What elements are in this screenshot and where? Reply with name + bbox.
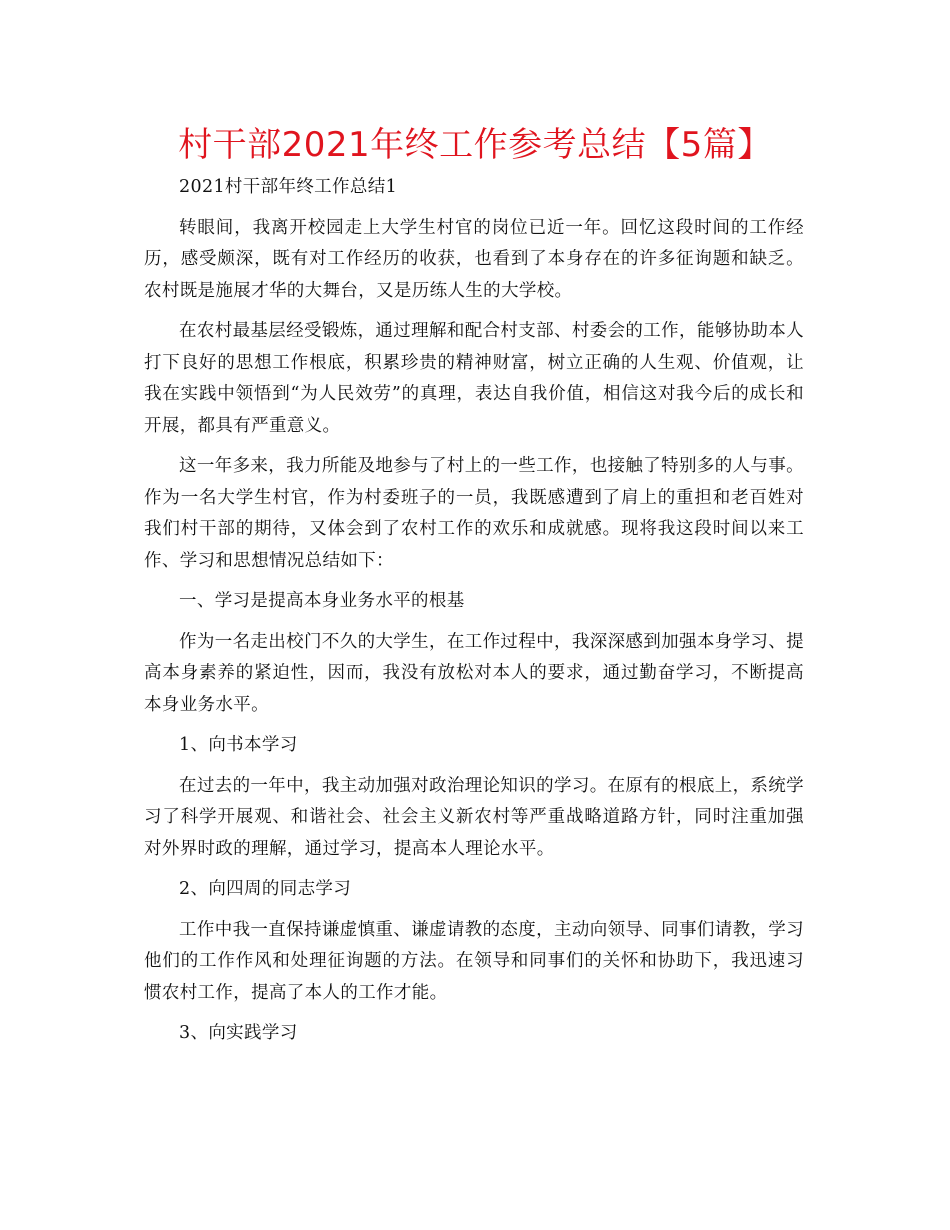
paragraph: 在农村最基层经受锻炼，通过理解和配合村支部、村委会的工作，能够协助本人打下良好的思想工作根底，积累珍贵的精神财富，树立正确的人生观、价值观，让我在实践中领悟到“为人民效劳”的真理，表达自我价值，相信这对我今后的成长和开展，都具有严重意义。 — [144, 321, 804, 436]
section-heading: 一、学习是提高本身业务水平的根基 — [179, 591, 465, 611]
document-body — [144, 172, 804, 1059]
document-title: 村干部2021年终工作参考总结【5篇】 — [178, 125, 772, 165]
paragraph: 这一年多来，我力所能及地参与了村上的一些工作，也接触了特别多的人与事。作为一名大学生村官，作为村委班子的一员，我既感遭到了肩上的重担和老百姓对我们村干部的期待，又体会到了农村工作的欢乐和成就感。现将我这段时间以来工作、学习和思想情况总结如下： — [144, 456, 804, 571]
subsection-heading: 2、向四周的同志学习 — [179, 879, 352, 899]
paragraph: 转眼间，我离开校园走上大学生村官的岗位已近一年。回忆这段时间的工作经历，感受颇深，既有对工作经历的收获，也看到了本身存在的许多征询题和缺乏。农村既是施展才华的大舞台，又是历练人生的大学校。 — [144, 217, 804, 301]
section-heading: 2021村干部年终工作总结1 — [179, 177, 398, 197]
subsection-heading: 3、向实践学习 — [179, 1023, 298, 1043]
paragraph: 作为一名走出校门不久的大学生，在工作过程中，我深深感到加强本身学习、提高本身素养的紧迫性，因而，我没有放松对本人的要求，通过勤奋学习，不断提高本身业务水平。 — [144, 631, 804, 715]
paragraph: 在过去的一年中，我主动加强对政治理论知识的学习。在原有的根底上，系统学习了科学开展观、和谐社会、社会主义新农村等严重战略道路方针，同时注重加强对外界时政的理解，通过学习，提高本人理论水平。 — [144, 775, 804, 859]
paragraph: 工作中我一直保持谦虚慎重、谦虚请教的态度，主动向领导、同事们请教，学习他们的工作作风和处理征询题的方法。在领导和同事们的关怀和协助下，我迅速习惯农村工作，提高了本人的工作才能。 — [144, 919, 804, 1003]
subsection-heading: 1、向书本学习 — [179, 735, 298, 755]
